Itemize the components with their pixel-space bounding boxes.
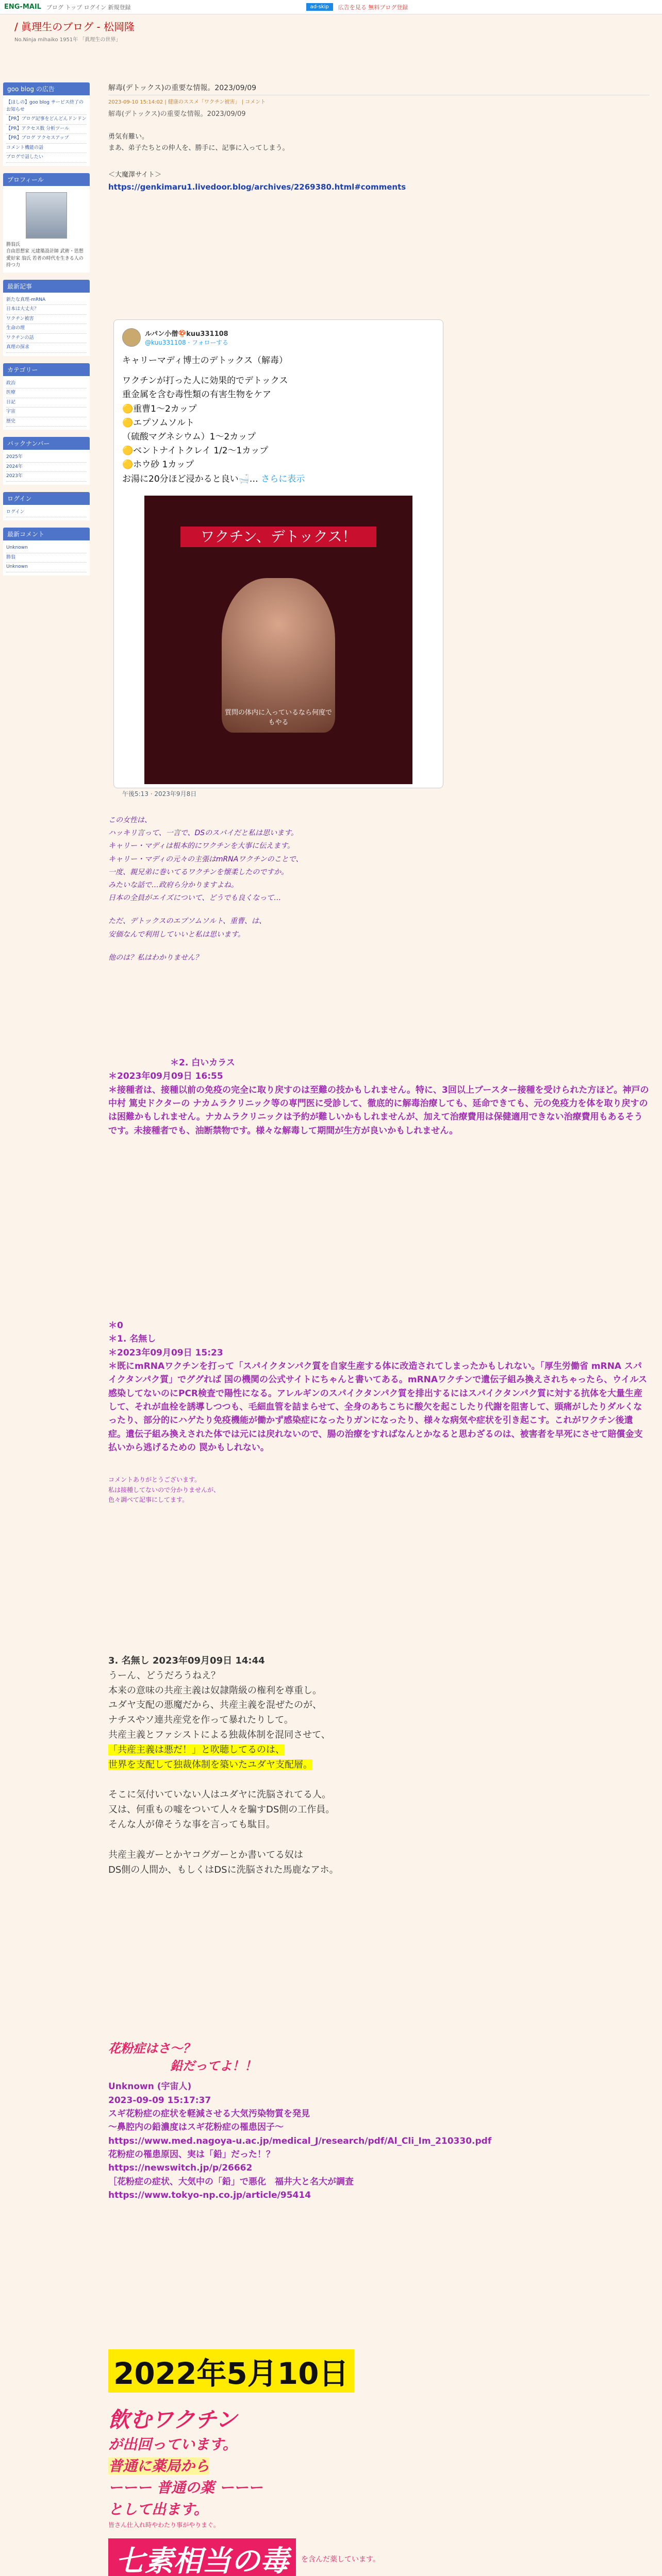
- comment-line: 〜鼻腔内の鉛濃度はスギ花粉症の罹患因子〜: [108, 2122, 284, 2133]
- sidebar-list: [3, 540, 90, 575]
- ad-date: 2022年5月10日: [108, 2349, 354, 2393]
- tweet-author[interactable]: ルパン小僧🍄kuu331108: [145, 330, 228, 338]
- sidebar-item[interactable]: 2023年: [6, 472, 87, 482]
- sidebar-item[interactable]: コメント機能の話: [6, 144, 87, 154]
- sidebar-list: [3, 95, 90, 166]
- tweet-avatar[interactable]: [122, 328, 141, 347]
- sidebar-box-comments: [3, 528, 90, 575]
- blog-header: [0, 14, 662, 41]
- sidebar-heading: バックナンバー: [3, 437, 90, 450]
- embedded-tweet[interactable]: [113, 319, 443, 798]
- comment-line: DS側の人間か、もしくはDSに洗脳された馬鹿なアホ。: [108, 1864, 339, 1875]
- video-subtitle: 質問の体内に入っているなら何度でもやる: [224, 708, 332, 726]
- sidebar-list: [3, 376, 90, 430]
- profile-name[interactable]: 勝翁氏: [6, 242, 21, 247]
- comment-line: うーん、どうだろうねえ？: [108, 1670, 221, 1681]
- sidebar-list: [3, 450, 90, 485]
- sidebar-item[interactable]: 生命の理: [6, 324, 87, 334]
- site-logo[interactable]: ENG-MAIL: [4, 3, 41, 11]
- sidebar-box-login: [3, 492, 90, 521]
- sidebar-list: [3, 505, 90, 521]
- sidebar-box-category: [3, 363, 90, 430]
- blog-title[interactable]: / 眞理生のブログ - 松岡隆: [14, 21, 135, 33]
- source-link[interactable]: https://genkimaru1.livedoor.blog/archives/2269380.html#comments: [108, 182, 406, 192]
- sidebar-item[interactable]: 2025年: [6, 453, 87, 463]
- comment-line: ナチスやソ連共産党を作って暴れたりして。: [108, 1715, 293, 1726]
- author-comment: [108, 814, 650, 964]
- top-bar: [0, 0, 662, 14]
- sidebar-list: [3, 293, 90, 356]
- highlight-line: 「共産主義は悪だ！」と吹聴してるのは、: [108, 1744, 285, 1755]
- reply-line: コメントありがとうございます。: [108, 1476, 201, 1484]
- ad-text-link[interactable]: 広告を見る 無料ブログ登録: [338, 4, 408, 11]
- post-meta[interactable]: 2023-09-10 15:14:02 | 健康のススメ「ワクチン被害」 | コメント: [108, 99, 266, 105]
- emphasis-line: 鉛だってよ！！: [170, 2058, 257, 2073]
- sidebar-heading: 最新コメント: [3, 528, 90, 540]
- ad-line: が出回っています。: [108, 2436, 237, 2453]
- comment-text: ＊接種者は、接種以前の免疫の完全に取り戻すのは至難の技かもしれません。特に、3回以上ブースター接種を受けられた方ほど。神戸の中村 篤史ドクターの ナカムラクリニック等の専門医に受診して、徹底的に解毒治療しても、延命できても、元の免疫力を体を取り戻すのは困難かもしれません。ナカムラクリニックは予約が難しいかもしれませんが、加えて治療費用は保健適用できない治療費用もあるそうです。未接種者でも、油断禁物です。様々な解毒して期間が生方が良いかもしれません。: [108, 1084, 649, 1136]
- comment-kafun: [108, 2040, 650, 2202]
- comment-line: そこに気付いていない人はユダヤに洗脳されてる人。: [108, 1789, 331, 1801]
- sidebar-item[interactable]: 真理の探求: [6, 343, 87, 353]
- sidebar-heading: ログイン: [3, 492, 90, 505]
- top-nav[interactable]: ブログ トップ ログイン 新規登録: [46, 4, 131, 11]
- sidebar-item[interactable]: 新たな真理-mRNA: [6, 296, 87, 306]
- news-link[interactable]: https://newswitch.jp/p/26662: [108, 2163, 253, 2174]
- sidebar-box-profile: [3, 173, 90, 273]
- tweet-video[interactable]: [144, 496, 412, 784]
- sidebar-item[interactable]: 【PR】ブログ記事をどんどんドンドン: [6, 115, 87, 125]
- sidebar-item[interactable]: 【PR】ブログ アクセスアップ: [6, 134, 87, 144]
- reply-line: 私は接種してないので分かりませんが、: [108, 1486, 220, 1494]
- banner-side: を含んだ薬しています。: [301, 2555, 380, 2564]
- comment-3: [108, 1654, 650, 1877]
- comment-heading: 3. 名無し 2023年09月09日 14:44: [108, 1655, 265, 1666]
- sidebar-item[interactable]: ワクチン被害: [6, 315, 87, 325]
- reply-line: 色々調べて記事にしてます。: [108, 1496, 189, 1503]
- tweet-line: 🟡エプソムソルト: [122, 417, 194, 428]
- comment-date: 2023-09-09 15:17:37: [108, 2095, 211, 2106]
- tweet-line: キャリーマディ博士のデトックス（解毒）: [122, 355, 288, 366]
- sidebar-item[interactable]: 宇宙: [6, 408, 87, 417]
- show-more-link[interactable]: さらに表示: [261, 473, 305, 484]
- ad-banner: [108, 2538, 650, 2576]
- comment-line: キャリー・マディは根本的にワクチンを大事に伝えます。: [108, 842, 295, 851]
- comment-date: ＊2023年09月09日 15:23: [108, 1347, 223, 1358]
- comment-line: ユダヤ支配の悪魔だから、共産主義を混ぜたのが、: [108, 1700, 322, 1711]
- sidebar-item[interactable]: Unknown: [6, 563, 87, 572]
- comment-line: キャリー・マディの元々の主張はmRNAワクチンのことで、: [108, 855, 303, 863]
- tweet-line: 重金属を含む毒性類の有害生物をケア: [122, 389, 271, 400]
- source-label: ＜大魔澤サイト＞: [108, 171, 162, 179]
- comment-date: ＊2023年09月09日 16:55: [108, 1071, 223, 1082]
- comment-line: 日本の全員がエイズについて、どうでも良くなって…: [108, 894, 282, 903]
- post-intro: [108, 131, 650, 194]
- comment-line: ただ、デトックスのエプソムソルト、重曹、は、: [108, 917, 267, 926]
- comment-line: スギ花粉症の症状を軽減させる大気汚染物質を発見: [108, 2108, 310, 2119]
- comment-line: 他のは？私はわかりません？: [108, 953, 202, 962]
- comment-line: 花粉症の罹患原因、実は「鉛」だった！？: [108, 2149, 275, 2160]
- tweet-header: [122, 328, 435, 347]
- sidebar-item[interactable]: 歴史: [6, 417, 87, 427]
- post: [108, 82, 650, 194]
- comment-line: みたいな話で…政府ら分かりますよね。: [108, 880, 238, 889]
- ad-note: 皆さん仕入れ時やわたり事がやりまぐ。: [108, 2521, 220, 2529]
- avatar[interactable]: [26, 192, 67, 239]
- tweet-line: 🟡ホウ砂 1カップ: [122, 460, 194, 470]
- sidebar-box-ads: [3, 82, 90, 166]
- sidebar-item[interactable]: 日本は大丈夫？: [6, 305, 87, 315]
- login-link[interactable]: ログイン: [6, 508, 87, 518]
- sidebar-heading: 最新記事: [3, 280, 90, 293]
- comment-author[interactable]: Unknown (宇宙人): [108, 2081, 192, 2092]
- sidebar-box-recent: [3, 280, 90, 356]
- sidebar-item[interactable]: Unknown: [6, 544, 87, 553]
- intro-line: まあ、弟子たちとの仲人を、勝手に、記事に入ってしまう。: [108, 144, 289, 152]
- sidebar-heading: プロフィール: [3, 173, 90, 186]
- comment-line: 本来の意味の共産主義は奴隷階級の権利を尊重し。: [108, 1685, 322, 1696]
- emphasis-line: 花粉症はさ〜？: [108, 2041, 195, 2056]
- ad-graphic: [108, 2349, 650, 2576]
- sidebar-item[interactable]: ブログで話したい: [6, 153, 87, 163]
- sidebar-item[interactable]: ワクチンの話: [6, 334, 87, 344]
- comment-heading: ＊1. 名無し: [108, 1334, 156, 1345]
- comment-line: 共産主義ガーとかヤコグガーとか書いてる奴は: [108, 1849, 303, 1860]
- comment-heading: ＊0: [108, 1320, 123, 1331]
- sidebar-item[interactable]: 2024年: [6, 463, 87, 472]
- comment-2: [108, 1056, 650, 1138]
- tweet-text: [122, 354, 435, 486]
- comment-line: 安価なんで利用していいと私は思います。: [108, 930, 245, 939]
- sidebar-item[interactable]: 勝翁: [6, 553, 87, 563]
- ad-button[interactable]: ad-skip: [306, 3, 333, 11]
- sidebar: [0, 82, 93, 583]
- comment-line: ハッキリ言って、一言で、DSのスパイだと私は思います。: [108, 829, 298, 838]
- video-banner: ワクチン、デトックス！: [180, 527, 376, 547]
- sidebar-box-backnumber: [3, 437, 90, 485]
- ad-headline: 飲むワクチン: [108, 2407, 237, 2432]
- comment-line: ［花粉症の症状、大気中の「鉛」で悪化 福井大と名大が調査: [108, 2176, 354, 2187]
- intro-line: 勇気有難い。: [108, 133, 149, 141]
- comment-line: 共産主義とファシストによる独裁体制を混同させて、: [108, 1729, 330, 1740]
- comment-text: ＊既にmRNAワクチンを打って「スパイクタンパク質を自家生産する体に改造されてしまったかもしれない。「厚生労働省 mRNA スパイクタンパク質」でググれば 国の機関の公式サイトにちゃんと書いてある。mRNAワクチンで遺伝子組み換えされちゃったら、ウイルス感染してないのにPCR検査で陽性になる。アレルギンのスパイクタンパク質を排出するにはスパイクタンパク質に対する抗体を大量生産して、それが血栓を誘導しつつも、毛細血管を詰まらせて、全身のあちこちに酸欠を起こしたり代謝を阻害して、頭痛がしたりダルくなったり、部分的にハゲたり免疫機能が働かず感染症になったりガンになったり、様々な病気や症状を引き起こす。これがワクチン後遺症。遺伝子組み換えされた体では元には戻れないので、腸の治療をすればなんとかなると思わざるのは、被害者を早死にさせて賠償金支払いから逃げるための 罠かもしれない。: [108, 1361, 648, 1453]
- poison-banner: 七素相当の毒: [108, 2538, 296, 2576]
- post-subtitle: 解毒(デトックス)の重要な情報。2023/09/09: [108, 110, 246, 118]
- highlight-line: 世界を支配して独裁体制を築いたユダヤ支配層。: [108, 1759, 312, 1770]
- ad-line: ーーー 普通の薬 ーーー: [108, 2479, 263, 2496]
- comment-1: [108, 1319, 650, 1505]
- post-title[interactable]: 解毒(デトックス)の重要な情報。2023/09/09: [108, 82, 650, 95]
- comment-line: 一度、親兄弟に巻いてるワクチンを懐柔したのですか。: [108, 868, 289, 876]
- tweet-line: お湯に20分ほど浸かると良い🛁…: [122, 473, 258, 484]
- news-link[interactable]: https://www.tokyo-np.co.jp/article/95414: [108, 2190, 311, 2200]
- tweet-line: （硫酸マグネシウム）1〜2カップ: [122, 431, 256, 442]
- profile-text: 自由思想家 元建築設計師 武術・思想愛好家 翁氏 若者の時代を生きる人の持つ力: [6, 249, 84, 268]
- sidebar-heading: カテゴリー: [3, 363, 90, 376]
- blog-subtitle: No.Ninja mihaiko 1951年 「眞理生の世界」: [14, 37, 121, 43]
- ad-line: として出ます。: [108, 2501, 208, 2518]
- sidebar-item[interactable]: 【PR】アクセス数 分析ツール: [6, 125, 87, 134]
- comment-line: そんな人が偉そうな事を言っても駄目。: [108, 1819, 275, 1830]
- tweet-line: ワクチンが打った人に効果的でデトックス: [122, 376, 288, 386]
- paper-link[interactable]: https://www.med.nagoya-u.ac.jp/medical_J/research/pdf/Al_Cli_Im_210330.pdf: [108, 2136, 492, 2146]
- ad-line: 普通に薬局から: [108, 2458, 210, 2475]
- sidebar-item[interactable]: 医療: [6, 388, 87, 398]
- comment-line: この女性は、: [108, 816, 152, 824]
- comment-heading: ＊2. 白いカラス: [170, 1058, 235, 1068]
- tweet-follow-link[interactable]: @kuu331108 · フォローする: [145, 339, 228, 346]
- profile-body: [3, 186, 90, 273]
- comment-body: [108, 814, 650, 964]
- sidebar-item[interactable]: 政治: [6, 379, 87, 389]
- reply-note: [108, 1475, 650, 1505]
- sidebar-item[interactable]: 【ほしの】goo blog サービス終了のお知らせ: [6, 98, 87, 115]
- sidebar-heading: goo blog の広告: [3, 82, 90, 95]
- sidebar-item[interactable]: 日記: [6, 398, 87, 408]
- comment-line: 又は、何重もの嘘をついて人々を騙すDS側の工作員。: [108, 1804, 335, 1816]
- tweet-line: 🟡重曹1〜2カップ: [122, 403, 197, 414]
- tweet-date[interactable]: 午後5:13 · 2023年9月8日: [122, 790, 197, 798]
- tweet-line: 🟡ベントナイトクレイ 1/2〜1カップ: [122, 446, 269, 456]
